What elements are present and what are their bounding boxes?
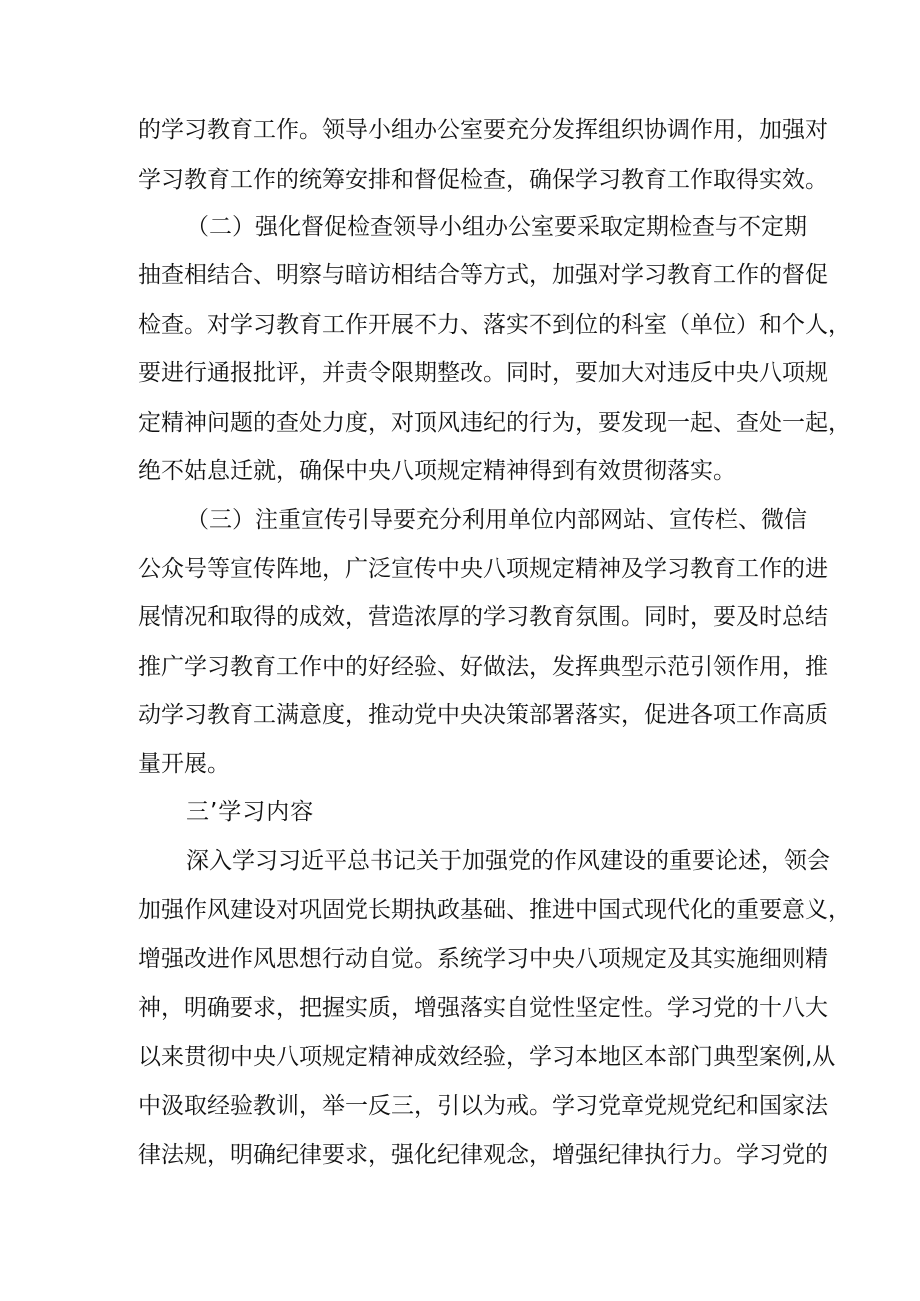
- text-line: 神，明确要求，把握实质，增强落实自觉性坚定性。学习党的十八大: [138, 995, 828, 1021]
- text-line: 深入学习习近平总书记关于加强党的作风建设的重要论述，领会: [186, 848, 830, 874]
- text-line: 展情况和取得的成效，营造浓厚的学习教育氛围。同时，要及时总结: [138, 604, 828, 630]
- text-line: 律法规，明确纪律要求，强化纪律观念，增强纪律执行力。学习党的: [138, 1142, 828, 1168]
- section-heading: 三’学习内容: [186, 799, 315, 825]
- text-line: 的学习教育工作。领导小组办公室要充分发挥组织协调作用，加强对: [138, 117, 828, 143]
- text-line: 绝不姑息迁就，确保中央八项规定精神得到有效贯彻落实。: [138, 458, 736, 484]
- text-line: 以来贯彻中央八项规定精神成效经验，学习本地区本部门典型案例,从: [138, 1044, 836, 1070]
- text-line: 定精神问题的查处力度，对顶风违纪的行为，要发现一起、查处一起，: [138, 410, 851, 436]
- text-line: 中汲取经验教训，举一反三，引以为戒。学习党章党规党纪和国家法: [138, 1093, 828, 1119]
- text-line: 要进行通报批评，并责令限期整改。同时，要加大对违反中央八项规: [138, 360, 828, 386]
- text-line: 增强改进作风思想行动自觉。系统学习中央八项规定及其实施细则精: [138, 946, 828, 972]
- text-line: 抽查相结合、明察与暗访相结合等方式，加强对学习教育工作的督促: [138, 262, 828, 288]
- text-line: 量开展。: [138, 751, 230, 777]
- text-line: 加强作风建设对巩固党长期执政基础、推进中国式现代化的重要意义，: [138, 897, 851, 923]
- text-line: 动学习教育工满意度，推动党中央决策部署落实，促进各项工作高质: [138, 702, 828, 728]
- paragraph-heading-2: （二）强化督促检查领导小组办公室要采取定期检查与不定期: [186, 214, 807, 240]
- text-line: 公众号等宣传阵地，广泛宣传中央八项规定精神及学习教育工作的进: [138, 556, 828, 582]
- text-line: 推广学习教育工作中的好经验、好做法，发挥典型示范引领作用，推: [138, 654, 828, 680]
- text-line: 检查。对学习教育工作开展不力、落实不到位的科室（单位）和个人，: [138, 312, 851, 338]
- paragraph-heading-3: （三）注重宣传引导要充分利用单位内部网站、宣传栏、微信: [186, 507, 807, 533]
- text-line: 学习教育工作的统筹安排和督促检查，确保学习教育工作取得实效。: [138, 167, 828, 193]
